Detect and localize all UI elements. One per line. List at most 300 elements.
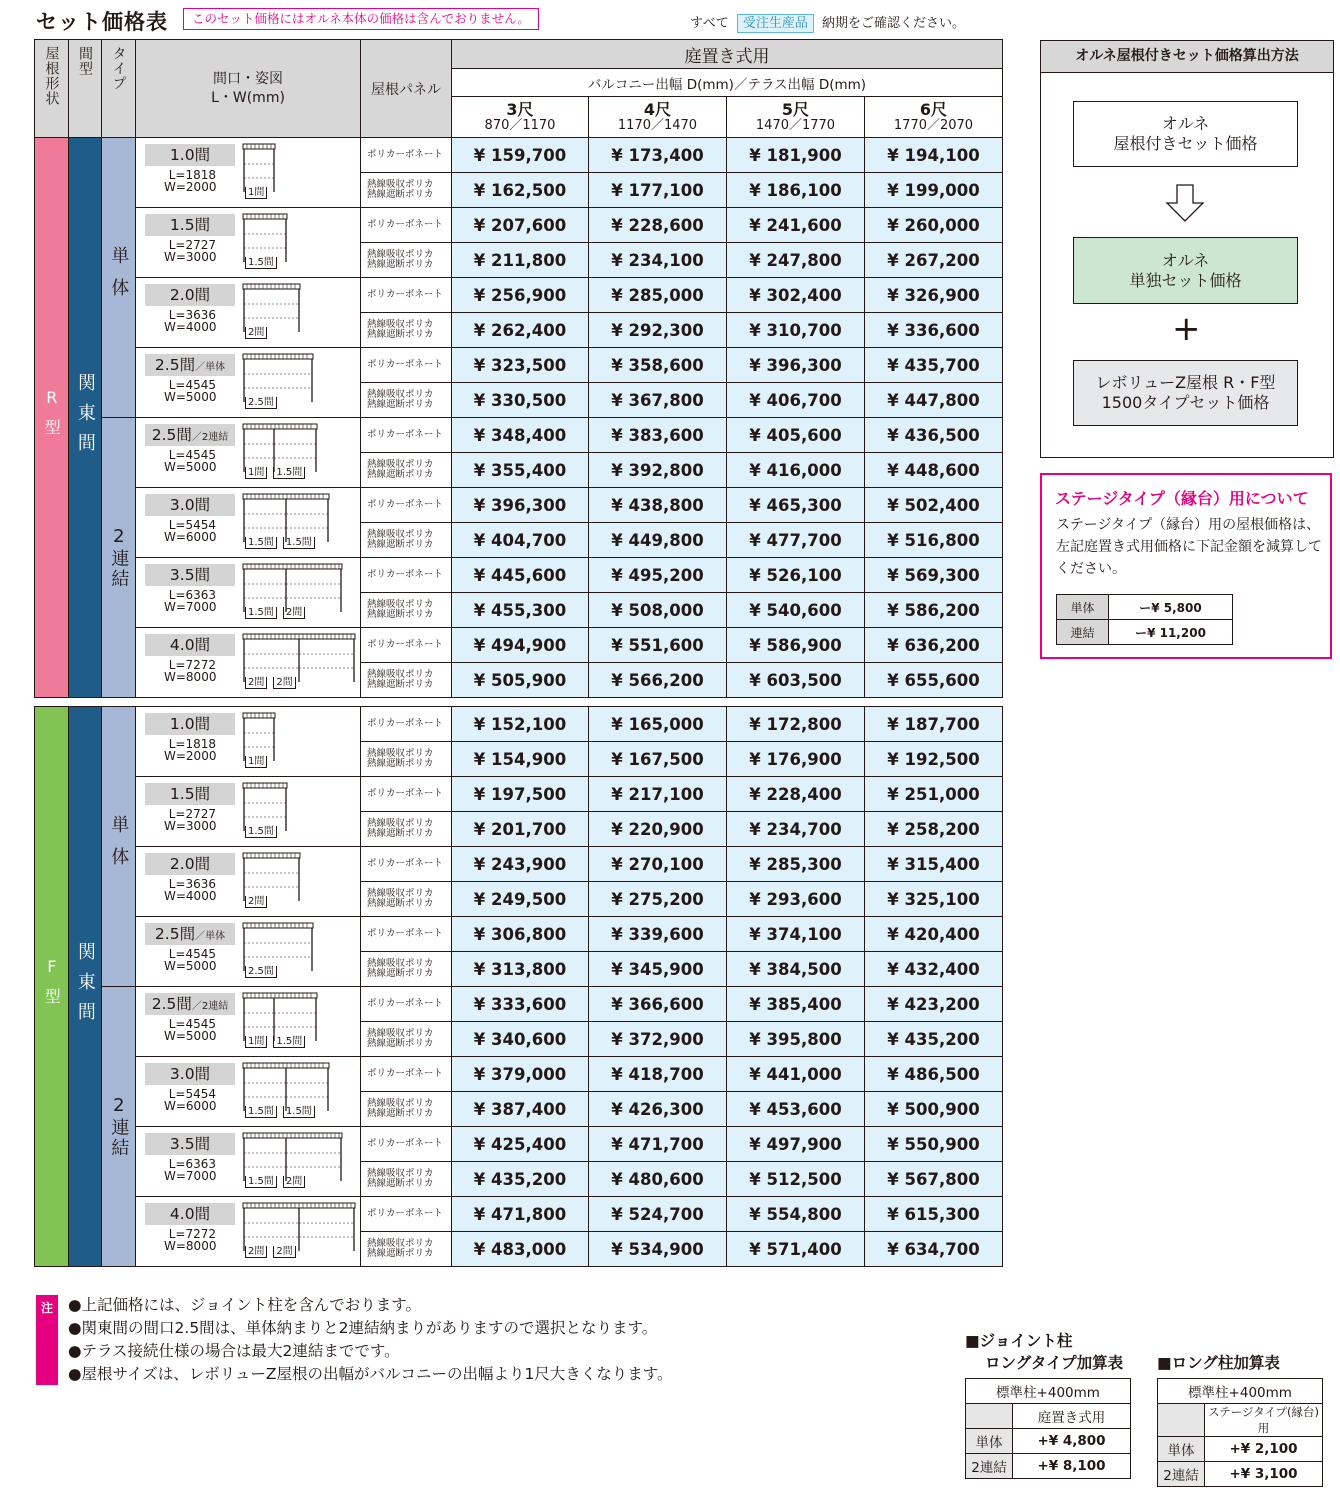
price-cell: ¥ 571,400 xyxy=(727,1232,865,1267)
dimension-text: L=4545 W=5000 xyxy=(164,947,217,973)
price-cell: ¥ 524,700 xyxy=(589,1197,727,1232)
type-cell-double xyxy=(102,418,136,698)
span-label: 2間 xyxy=(283,607,305,619)
canopy-diagram xyxy=(242,1131,345,1197)
table-row xyxy=(1158,1462,1323,1487)
price-cell: ¥ 366,600 xyxy=(589,987,727,1022)
dimension-text: L=2727 W=3000 xyxy=(164,238,217,264)
set-price-line2: 屋根付きセット価格 xyxy=(1113,134,1258,153)
price-cell: ¥ 234,700 xyxy=(727,812,865,847)
joint-title: ■ジョイント柱 xyxy=(965,1332,1073,1350)
price-cell: ¥ 554,800 xyxy=(727,1197,865,1232)
table-row xyxy=(35,1197,1003,1232)
span-label: 1.5間 xyxy=(245,257,277,269)
span-label: 1間 xyxy=(245,467,267,479)
span-width-label: 2.5間／単体 xyxy=(145,923,235,945)
price-cell: ¥ 310,700 xyxy=(727,313,865,348)
long-sub: ステージタイプ(縁台)用 xyxy=(1205,1404,1323,1437)
panel-heat-block: 熱線遮断ポリカ xyxy=(367,189,434,200)
roof-set-box xyxy=(1073,360,1298,426)
price-cell: ¥ 566,200 xyxy=(589,663,727,698)
panel-cell xyxy=(361,1057,452,1092)
panel-heat-absorb: 熱線吸収ポリカ xyxy=(367,599,434,610)
price-cell: ¥ 159,700 xyxy=(452,138,589,173)
panel-cell xyxy=(361,917,452,952)
price-cell: ¥ 551,600 xyxy=(589,628,727,663)
panel-heat-absorb: 熱線吸収ポリカ xyxy=(367,179,434,190)
span-label: 2.5間 xyxy=(245,397,277,409)
table-row xyxy=(1057,595,1233,620)
price-cell: ¥ 396,300 xyxy=(452,488,589,523)
price-cell: ¥ 406,700 xyxy=(727,383,865,418)
panel-heat-block: 熱線遮断ポリカ xyxy=(367,539,434,550)
arrow-down-icon xyxy=(1165,183,1205,227)
price-cell: ¥ 313,800 xyxy=(452,952,589,987)
depth-header: バルコニー出幅 D(mm)／テラス出幅 D(mm) xyxy=(452,69,1003,97)
table-row xyxy=(35,777,1003,812)
panel-cell xyxy=(361,1092,452,1127)
price-cell: ¥ 655,600 xyxy=(865,663,1003,698)
table-row xyxy=(35,1127,1003,1162)
panel-heat-block: 熱線遮断ポリカ xyxy=(367,828,434,839)
price-cell: ¥ 405,600 xyxy=(727,418,865,453)
table-row xyxy=(35,278,1003,313)
single-set-box xyxy=(1073,237,1298,304)
price-cell: ¥ 260,000 xyxy=(865,208,1003,243)
price-cell: ¥ 384,500 xyxy=(727,952,865,987)
price-cell: ¥ 395,800 xyxy=(727,1022,865,1057)
panel-cell xyxy=(361,348,452,383)
span-width-label: 1.0間 xyxy=(145,713,235,735)
price-table xyxy=(34,39,1003,1267)
single-set-line2: 単独セット価格 xyxy=(1129,270,1242,290)
span-label: 1.5間 xyxy=(273,467,305,479)
price-cell: ¥ 494,900 xyxy=(452,628,589,663)
table-row xyxy=(35,348,1003,383)
price-cell: ¥ 500,900 xyxy=(865,1092,1003,1127)
panel-heat-block: 熱線遮断ポリカ xyxy=(367,1108,434,1119)
price-cell: ¥ 404,700 xyxy=(452,523,589,558)
panel-polycarbonate: ポリカーボネート xyxy=(367,499,443,510)
table-row xyxy=(35,488,1003,523)
panel-heat-absorb: 熱線吸収ポリカ xyxy=(367,1238,434,1249)
joint-value-double: +¥ 8,100 xyxy=(1013,1454,1131,1479)
panel-cell xyxy=(361,383,452,418)
span-width-label: 1.5間 xyxy=(145,783,235,805)
panel-polycarbonate: ポリカーボネート xyxy=(367,788,443,799)
price-cell: ¥ 187,700 xyxy=(865,707,1003,742)
price-cell: ¥ 505,900 xyxy=(452,663,589,698)
table-row xyxy=(35,628,1003,663)
group-header: 庭置き式用 xyxy=(452,40,1003,69)
size-cell xyxy=(136,987,361,1057)
panel-heat-absorb: 熱線吸収ポリカ xyxy=(367,529,434,540)
size-cell xyxy=(136,628,361,698)
span-width-label: 4.0間 xyxy=(145,1203,235,1225)
price-cell: ¥ 241,600 xyxy=(727,208,865,243)
stage-value-double: ー¥ 11,200 xyxy=(1109,620,1233,645)
stage-discount-table xyxy=(1056,594,1233,645)
span-label: 2間 xyxy=(245,327,267,339)
price-cell: ¥ 480,600 xyxy=(589,1162,727,1197)
price-cell: ¥ 177,100 xyxy=(589,173,727,208)
price-cell: ¥ 340,600 xyxy=(452,1022,589,1057)
span-label: 1間 xyxy=(245,187,267,199)
panel-heat-block: 熱線遮断ポリカ xyxy=(367,758,434,769)
kanto-label: 関東間 xyxy=(74,372,96,463)
price-cell: ¥ 162,500 xyxy=(452,173,589,208)
size-unit-header: L・W(mm) xyxy=(211,89,285,106)
panel-cell xyxy=(361,628,452,663)
price-cell: ¥ 502,400 xyxy=(865,488,1003,523)
span-label: 1.5間 xyxy=(245,607,277,619)
span-label: 2.5間 xyxy=(245,966,277,978)
table-row xyxy=(966,1454,1131,1479)
table-row xyxy=(35,208,1003,243)
table-row xyxy=(35,558,1003,593)
panel-polycarbonate: ポリカーボネート xyxy=(367,639,443,650)
price-cell: ¥ 385,400 xyxy=(727,987,865,1022)
span-label: 2間 xyxy=(283,1176,305,1188)
price-cell: ¥ 423,200 xyxy=(865,987,1003,1022)
single-label: 単体 xyxy=(108,814,130,879)
price-cell: ¥ 167,500 xyxy=(589,742,727,777)
price-cell: ¥ 516,800 xyxy=(865,523,1003,558)
price-cell: ¥ 420,400 xyxy=(865,917,1003,952)
joint-table xyxy=(965,1378,1131,1479)
price-cell: ¥ 586,200 xyxy=(865,593,1003,628)
price-cell: ¥ 441,000 xyxy=(727,1057,865,1092)
depth-label: 5尺 xyxy=(781,100,810,119)
panel-polycarbonate: ポリカーボネート xyxy=(367,1068,443,1079)
price-cell: ¥ 526,100 xyxy=(727,558,865,593)
span-width-label: 3.0間 xyxy=(145,1063,235,1085)
canopy-diagram xyxy=(242,711,278,777)
price-cell: ¥ 323,500 xyxy=(452,348,589,383)
size-cell xyxy=(136,418,361,488)
type-cell-double xyxy=(102,987,136,1267)
panel-polycarbonate: ポリカーボネート xyxy=(367,569,443,580)
panel-cell xyxy=(361,1197,452,1232)
panel-polycarbonate: ポリカーボネート xyxy=(367,429,443,440)
panel-cell xyxy=(361,1022,452,1057)
long-value-single: +¥ 2,100 xyxy=(1205,1437,1323,1462)
canopy-diagram xyxy=(242,492,332,558)
joint-sub: 庭置き式用 xyxy=(1013,1404,1131,1429)
price-cell: ¥ 495,200 xyxy=(589,558,727,593)
size-header: 間口・姿図 xyxy=(213,70,283,87)
panel-cell xyxy=(361,138,452,173)
panel-cell xyxy=(361,777,452,812)
price-cell: ¥ 567,800 xyxy=(865,1162,1003,1197)
span-width-label: 2.5間／2連結 xyxy=(145,993,235,1015)
panel-cell xyxy=(361,847,452,882)
panel-cell xyxy=(361,243,452,278)
panel-polycarbonate: ポリカーボネート xyxy=(367,289,443,300)
price-cell: ¥ 270,100 xyxy=(589,847,727,882)
table-row xyxy=(35,917,1003,952)
dimension-text: L=5454 W=6000 xyxy=(164,518,217,544)
price-cell: ¥ 358,600 xyxy=(589,348,727,383)
price-cell: ¥ 348,400 xyxy=(452,418,589,453)
double-label: 2連結 xyxy=(108,526,130,589)
price-cell: ¥ 336,600 xyxy=(865,313,1003,348)
note-item: ●屋根サイズは、レボリューZ屋根の出幅がバルコニーの出幅より1尺大きくなります。 xyxy=(68,1365,673,1383)
canopy-diagram xyxy=(242,282,303,348)
price-cell: ¥ 267,200 xyxy=(865,243,1003,278)
panel-heat-absorb: 熱線吸収ポリカ xyxy=(367,818,434,829)
price-cell: ¥ 435,200 xyxy=(452,1162,589,1197)
table-header xyxy=(35,40,1003,138)
price-cell: ¥ 181,900 xyxy=(727,138,865,173)
depth-label: 6尺 xyxy=(919,100,948,119)
depth-label: 3尺 xyxy=(506,100,534,119)
panel-heat-block: 熱線遮断ポリカ xyxy=(367,1178,434,1189)
method-title: オルネ屋根付きセット価格算出方法 xyxy=(1040,40,1334,73)
span-label: 1間 xyxy=(245,756,267,768)
span-label: 1間 xyxy=(245,1036,267,1048)
panel-heat-block: 熱線遮断ポリカ xyxy=(367,679,434,690)
stage-text: ステージタイプ（縁台）用の屋根価格は、左記庭置き式用価格に下記金額を減算してください。 xyxy=(1056,517,1322,577)
span-label: 2間 xyxy=(245,896,267,908)
canopy-diagram xyxy=(242,921,316,987)
panel-heat-block: 熱線遮断ポリカ xyxy=(367,609,434,620)
panel-heat-absorb: 熱線吸収ポリカ xyxy=(367,459,434,470)
price-cell: ¥ 345,900 xyxy=(589,952,727,987)
roof-set-line2: 1500タイプセット価格 xyxy=(1101,393,1270,412)
price-cell: ¥ 262,400 xyxy=(452,313,589,348)
price-cell: ¥ 207,600 xyxy=(452,208,589,243)
price-cell: ¥ 326,900 xyxy=(865,278,1003,313)
table-row xyxy=(35,707,1003,742)
panel-cell xyxy=(361,742,452,777)
panel-heat-absorb: 熱線吸収ポリカ xyxy=(367,1098,434,1109)
price-cell: ¥ 615,300 xyxy=(865,1197,1003,1232)
panel-header: 屋根パネル xyxy=(361,40,452,138)
price-cell: ¥ 217,100 xyxy=(589,777,727,812)
price-cell: ¥ 315,400 xyxy=(865,847,1003,882)
price-cell: ¥ 425,400 xyxy=(452,1127,589,1162)
panel-heat-block: 熱線遮断ポリカ xyxy=(367,1248,434,1259)
price-cell: ¥ 465,300 xyxy=(727,488,865,523)
panel-polycarbonate: ポリカーボネート xyxy=(367,359,443,370)
panel-cell xyxy=(361,488,452,523)
span-width-label: 3.5間 xyxy=(145,564,235,586)
span-type-header: 間型 xyxy=(77,46,93,76)
price-cell: ¥ 152,100 xyxy=(452,707,589,742)
double-label: 2連結 xyxy=(108,1095,130,1158)
note-item: ●上記価格には、ジョイント柱を含んでおります。 xyxy=(68,1296,421,1314)
price-cell: ¥ 540,600 xyxy=(727,593,865,628)
span-label: 2間 xyxy=(245,1246,267,1258)
price-cell: ¥ 285,000 xyxy=(589,278,727,313)
span-label: 1.5間 xyxy=(283,1106,315,1118)
depth-range: 870／1170 xyxy=(484,118,556,133)
made-to-order-badge: 受注生産品 xyxy=(737,14,814,33)
table-row xyxy=(35,987,1003,1022)
dimension-text: L=1818 W=2000 xyxy=(164,168,217,194)
size-cell xyxy=(136,278,361,348)
span-type-cell xyxy=(69,138,102,698)
price-cell: ¥ 392,800 xyxy=(589,453,727,488)
size-cell xyxy=(136,917,361,987)
size-cell xyxy=(136,847,361,917)
panel-cell xyxy=(361,173,452,208)
panel-cell xyxy=(361,1127,452,1162)
span-label: 1.5間 xyxy=(283,537,315,549)
price-cell: ¥ 154,900 xyxy=(452,742,589,777)
price-cell: ¥ 339,600 xyxy=(589,917,727,952)
panel-polycarbonate: ポリカーボネート xyxy=(367,718,443,729)
panel-heat-absorb: 熱線吸収ポリカ xyxy=(367,319,434,330)
stage-title: ステージタイプ（縁台）用について xyxy=(1055,489,1309,508)
price-cell: ¥ 471,700 xyxy=(589,1127,727,1162)
span-width-label: 4.0間 xyxy=(145,634,235,656)
size-cell xyxy=(136,777,361,847)
price-cell: ¥ 165,000 xyxy=(589,707,727,742)
roof-shape-cell xyxy=(35,138,69,698)
stage-value-single: ー¥ 5,800 xyxy=(1109,595,1233,620)
price-cell: ¥ 453,600 xyxy=(727,1092,865,1127)
price-cell: ¥ 256,900 xyxy=(452,278,589,313)
joint-value-single: +¥ 4,800 xyxy=(1013,1429,1131,1454)
canopy-diagram xyxy=(242,142,278,208)
note-mark: 注 xyxy=(36,1295,58,1385)
single-set-line1: オルネ xyxy=(1161,250,1210,270)
panel-heat-absorb: 熱線吸収ポリカ xyxy=(367,389,434,400)
span-width-label: 2.0間 xyxy=(145,853,235,875)
price-cell: ¥ 586,900 xyxy=(727,628,865,663)
joint-head: 標準柱+400mm xyxy=(966,1379,1131,1404)
dimension-text: L=7272 W=8000 xyxy=(164,658,217,684)
dimension-text: L=4545 W=5000 xyxy=(164,378,217,404)
roof-shape-label: R型 xyxy=(42,388,62,447)
depth-column-header xyxy=(865,97,1003,138)
joint-label-double: 2連結 xyxy=(966,1454,1013,1479)
price-cell: ¥ 512,500 xyxy=(727,1162,865,1197)
availability-note xyxy=(690,12,965,33)
page-title: セット価格表 xyxy=(36,10,168,34)
long-value-double: +¥ 3,100 xyxy=(1205,1462,1323,1487)
canopy-diagram xyxy=(242,352,316,418)
dimension-text: L=5454 W=6000 xyxy=(164,1087,217,1113)
table-row xyxy=(1057,620,1233,645)
price-cell: ¥ 211,800 xyxy=(452,243,589,278)
dimension-text: L=7272 W=8000 xyxy=(164,1227,217,1253)
price-cell: ¥ 435,200 xyxy=(865,1022,1003,1057)
price-cell: ¥ 426,300 xyxy=(589,1092,727,1127)
price-cell: ¥ 275,200 xyxy=(589,882,727,917)
depth-column-header xyxy=(727,97,865,138)
span-label: 1.5間 xyxy=(273,1036,305,1048)
price-cell: ¥ 176,900 xyxy=(727,742,865,777)
type-header: タイプ xyxy=(110,46,127,91)
depth-column-header xyxy=(589,97,727,138)
panel-polycarbonate: ポリカーボネート xyxy=(367,928,443,939)
price-cell: ¥ 220,900 xyxy=(589,812,727,847)
price-cell: ¥ 186,100 xyxy=(727,173,865,208)
price-cell: ¥ 603,500 xyxy=(727,663,865,698)
panel-heat-block: 熱線遮断ポリカ xyxy=(367,1038,434,1049)
long-table xyxy=(1157,1378,1323,1487)
panel-heat-absorb: 熱線吸収ポリカ xyxy=(367,888,434,899)
long-title: ■ロング柱加算表 xyxy=(1157,1354,1280,1372)
price-cell: ¥ 247,800 xyxy=(727,243,865,278)
stage-label-double: 連結 xyxy=(1057,620,1109,645)
set-price-line1: オルネ xyxy=(1161,114,1210,133)
size-cell xyxy=(136,138,361,208)
panel-polycarbonate: ポリカーボネート xyxy=(367,1208,443,1219)
span-width-label: 3.5間 xyxy=(145,1133,235,1155)
panel-cell xyxy=(361,987,452,1022)
panel-cell xyxy=(361,418,452,453)
dimension-text: L=2727 W=3000 xyxy=(164,807,217,833)
long-head: 標準柱+400mm xyxy=(1158,1379,1323,1404)
panel-heat-absorb: 熱線吸収ポリカ xyxy=(367,958,434,969)
note-item: ●関東間の間口2.5間は、単体納まりと2連結納まりがありますので選択となります。 xyxy=(68,1319,658,1337)
panel-heat-block: 熱線遮断ポリカ xyxy=(367,329,434,340)
price-cell: ¥ 325,100 xyxy=(865,882,1003,917)
span-type-cell xyxy=(69,707,102,1267)
dimension-text: L=6363 W=7000 xyxy=(164,588,217,614)
panel-cell xyxy=(361,952,452,987)
price-cell: ¥ 445,600 xyxy=(452,558,589,593)
dimension-text: L=6363 W=7000 xyxy=(164,1157,217,1183)
size-cell xyxy=(136,1127,361,1197)
panel-heat-absorb: 熱線吸収ポリカ xyxy=(367,669,434,680)
size-cell xyxy=(136,1197,361,1267)
span-label: 1.5間 xyxy=(245,1106,277,1118)
dimension-text: L=4545 W=5000 xyxy=(164,448,217,474)
panel-heat-absorb: 熱線吸収ポリカ xyxy=(367,748,434,759)
price-cell: ¥ 302,400 xyxy=(727,278,865,313)
type-cell-single xyxy=(102,707,136,987)
price-cell: ¥ 201,700 xyxy=(452,812,589,847)
panel-polycarbonate: ポリカーボネート xyxy=(367,998,443,1009)
span-label: 1.5間 xyxy=(245,1176,277,1188)
table-row xyxy=(35,847,1003,882)
table-row xyxy=(966,1429,1131,1454)
price-cell: ¥ 228,600 xyxy=(589,208,727,243)
canopy-diagram xyxy=(242,1061,332,1127)
price-cell: ¥ 497,900 xyxy=(727,1127,865,1162)
panel-cell xyxy=(361,453,452,488)
price-cell: ¥ 258,200 xyxy=(865,812,1003,847)
price-cell: ¥ 197,500 xyxy=(452,777,589,812)
long-label-double: 2連結 xyxy=(1158,1462,1205,1487)
canopy-diagram xyxy=(242,562,345,628)
panel-cell xyxy=(361,882,452,917)
dimension-text: L=1818 W=2000 xyxy=(164,737,217,763)
span-width-label: 2.0間 xyxy=(145,284,235,306)
price-cell: ¥ 172,800 xyxy=(727,707,865,742)
notes xyxy=(68,1294,673,1386)
price-notice: このセット価格にはオルネ本体の価格は含んでおりません。 xyxy=(183,8,539,30)
table-row xyxy=(35,138,1003,173)
plus-icon: + xyxy=(1172,309,1201,349)
panel-cell xyxy=(361,1232,452,1267)
span-label: 2間 xyxy=(273,677,295,689)
roof-shape-header: 屋根形状 xyxy=(43,46,60,106)
panel-heat-block: 熱線遮断ポリカ xyxy=(367,469,434,480)
panel-heat-absorb: 熱線吸収ポリカ xyxy=(367,1168,434,1179)
availability-suffix: 納期をご確認ください。 xyxy=(822,16,966,31)
panel-heat-block: 熱線遮断ポリカ xyxy=(367,259,434,270)
span-label: 1.5間 xyxy=(245,537,277,549)
price-cell: ¥ 636,200 xyxy=(865,628,1003,663)
span-label: 2間 xyxy=(245,677,267,689)
panel-polycarbonate: ポリカーボネート xyxy=(367,149,443,160)
